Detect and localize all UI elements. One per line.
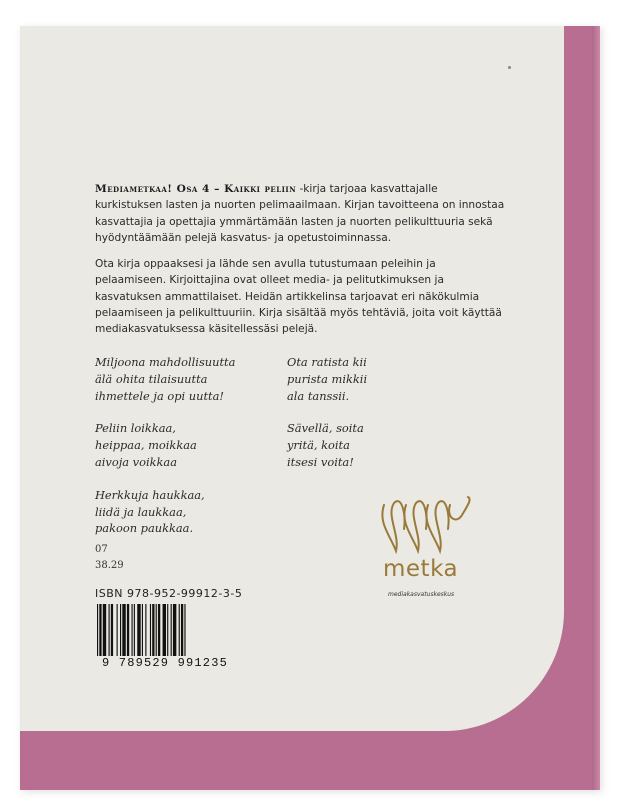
intro-text [95,181,505,348]
barcode-bar [150,604,151,656]
barcode-bar [156,604,157,656]
barcode-bar [132,604,133,656]
barcode-bar [137,604,140,656]
speck [508,66,511,69]
barcode-bar [173,604,176,656]
book-title: Mediametkaa! Osa 4 – Kaikki peliin [95,183,297,195]
barcode-number: 9 789529 991235 [101,656,229,670]
intro-paragraph-2: Ota kirja oppaaksesi ja lähde sen avulla tutustumaan peleihin ja pelaamiseen. Kirjoittajina ovat olleet media- ja pelitutkimuksen ja kasvatuksen ammattilaiset. Heidän artikkelinsa tarjoavat eri näkökulmia pelaamiseen ja pelikulttuuriin. Kirja sisältää myös tehtäviä, joita voit käyttää mediakasvatuksessa käsitellessäsi pelejä. [95,258,502,336]
barcode-bar [117,604,118,656]
barcode-bar [152,604,154,656]
poem-right [287,354,467,487]
cover-panel [20,26,564,731]
barcode-bar [109,604,110,656]
barcode-bar [184,604,185,656]
barcode-bar [111,604,113,656]
barcode-bar [171,604,172,656]
metka-logo-icon [376,495,476,557]
barcode-bar [122,604,125,656]
barcode-bar [167,604,168,656]
barcode-bar [127,604,129,656]
barcode-bar [163,604,166,656]
barcode-bar [120,604,121,656]
intro-paragraph-1 [95,181,505,246]
class-code-2: 38.29 [95,560,124,571]
poem-stanza: Miljoona mahdollisuutta älä ohita tilaisuutta ihmettele ja opi uutta! [95,355,236,403]
poem-left [95,354,295,553]
poem-stanza: Peliin loikkaa, heippaa, moikkaa aivoja voikkaa [95,421,197,469]
intro-paragraph-1-text: -kirja tarjoaa kasvattajalle kurkistuksen lasten ja nuorten pelimaailmaan. Kirjan tavoitteena on innostaa kasvattajia ja opettajia ymmärtämään lasten ja nuorten pelikulttuuria sekä hyödyntäämään pelejä kasvatus- ja opetustoiminnassa. [95,183,505,244]
barcode-bar [142,604,143,656]
book-back-cover [20,26,600,790]
poem-stanza: Ota ratista kii purista mikkii ala tanssii. [287,355,368,403]
logo-subtitle: mediakasvatuskeskus [388,591,455,598]
logo-wordmark: metka [383,556,459,582]
isbn-label: ISBN 978-952-99912-3-5 [95,587,243,600]
barcode-bar [145,604,146,656]
poem-stanza: Herkkuja haukkaa, liidä ja laukkaa, pakoon paukkaa. [95,487,205,536]
barcode-bar [179,604,180,656]
poem-stanza: Sävellä, soita yritä, koita itsesi voita! [287,421,364,469]
book-spine-edge [592,26,600,790]
barcode-bar [97,604,98,656]
barcode-bar [158,604,160,656]
class-code-1: 07 [95,544,108,555]
barcode-bar [99,604,101,656]
barcode-bar [181,604,183,656]
barcode [95,604,235,656]
barcode-bar [103,604,106,656]
barcode-bar [134,604,135,656]
